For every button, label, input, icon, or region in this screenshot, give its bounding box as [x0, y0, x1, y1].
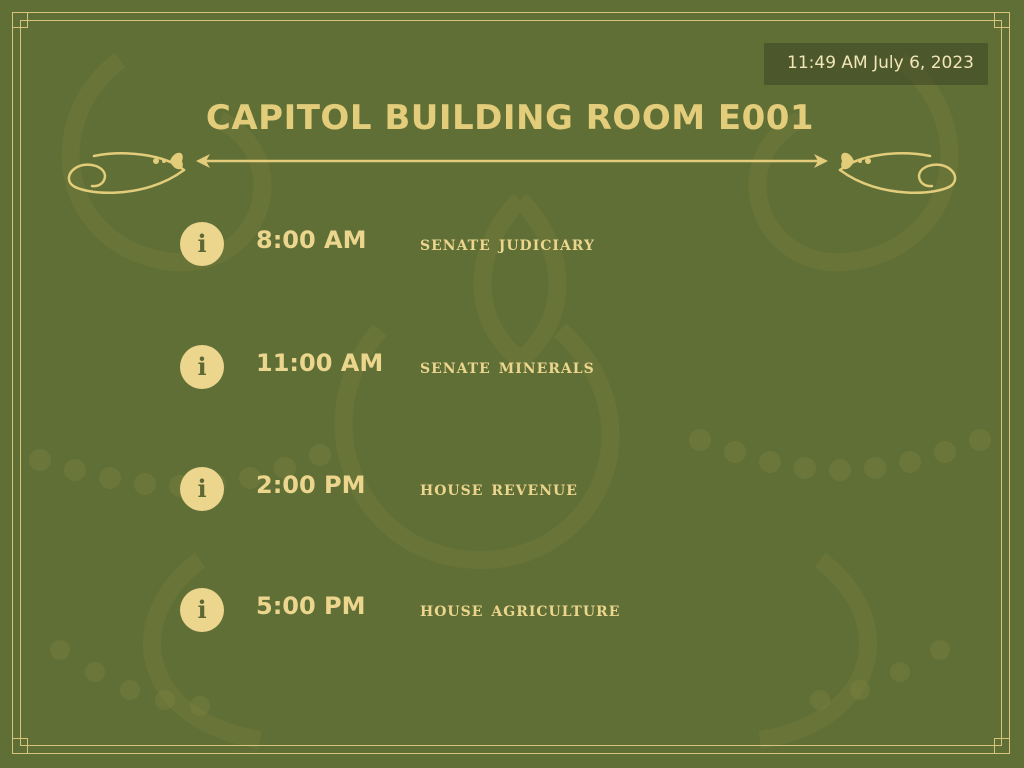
ornamental-flourish-icon — [64, 140, 960, 210]
corner-ornament-bottom-right — [994, 738, 1010, 754]
info-icon[interactable]: i — [180, 588, 224, 632]
list-item — [180, 345, 800, 395]
corner-ornament-bottom-left — [12, 738, 28, 754]
event-name: house agriculture — [420, 597, 621, 621]
date-time-display: 11:49 AM July 6, 2023 — [764, 43, 988, 85]
info-icon[interactable]: i — [180, 345, 224, 389]
event-name: senate minerals — [420, 354, 595, 378]
room-title: CAPITOL BUILDING ROOM E001 — [205, 98, 815, 138]
info-icon[interactable]: i — [180, 467, 224, 511]
event-time: 5:00 PM — [256, 592, 366, 620]
event-time: 8:00 AM — [256, 226, 367, 254]
event-name: senate judiciary — [420, 231, 596, 255]
list-item — [180, 222, 800, 272]
event-time: 2:00 PM — [256, 471, 366, 499]
event-time: 11:00 AM — [256, 349, 384, 377]
list-item — [180, 588, 800, 638]
list-item — [180, 467, 800, 517]
event-name: house revenue — [420, 476, 578, 500]
corner-ornament-top-left — [12, 12, 28, 28]
corner-ornament-top-right — [994, 12, 1010, 28]
info-icon[interactable]: i — [180, 222, 224, 266]
